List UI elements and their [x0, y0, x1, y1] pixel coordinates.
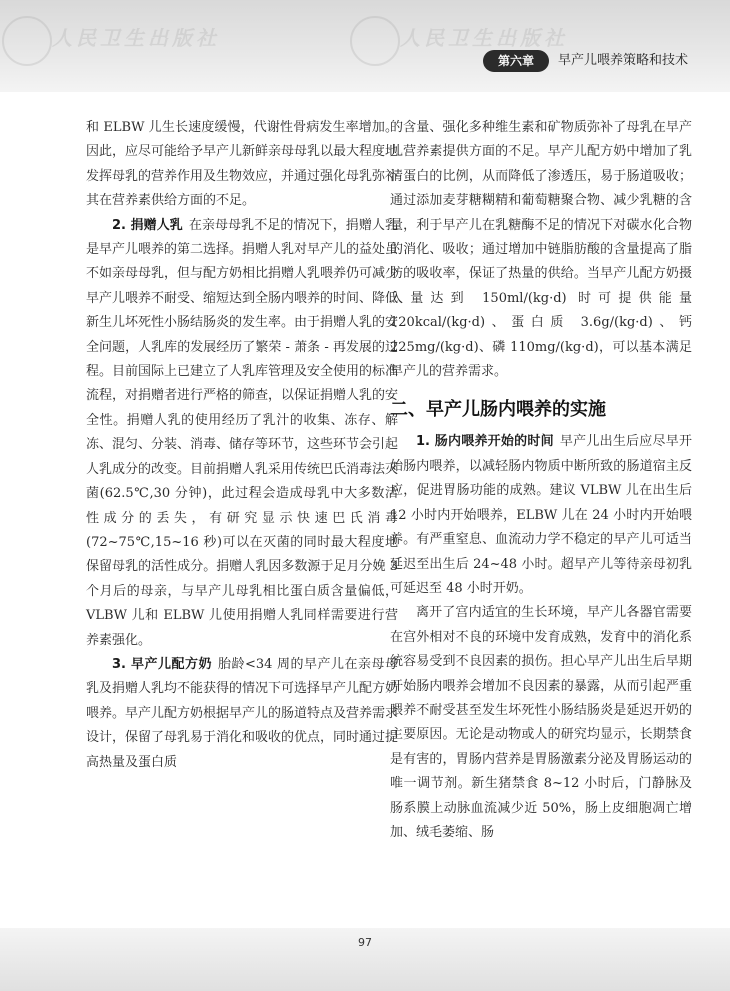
paragraph: 的含量、强化多种维生素和矿物质弥补了母乳在早产儿营养素提供方面的不足。早产儿配方奶中增加了乳清蛋白的比例，从而降低了渗透压，易于肠道吸收；通过添加麦芽糖糊精和葡萄糖聚合物、减少乳糖的含量，利于早产儿在乳糖酶不足的情况下对碳水化合物的消化、吸收；通过增加中链脂肪酸的含量提高了脂肪的吸收率，保证了热量的供给。当早产儿配方奶摄入量达到 150ml/(kg·d) 时可提供能量 120kcal/(kg·d)、蛋白质 3.6g/(kg·d)、钙 225mg/(kg·d)、磷 110mg/(kg·d)，可以基本满足早产儿的营养需求。 [390, 120, 692, 380]
paragraph-body: 胎龄<34 周的早产儿在亲母母乳及捐赠人乳均不能获得的情况下可选择早产儿配方奶喂养。早产儿配方奶根据早产儿的肠道特点及营养需求设计，保留了母乳易于消化和吸收的优点，同时通过提高热量及蛋白质 [86, 656, 399, 770]
right-column [390, 116, 692, 845]
paragraph [86, 653, 398, 775]
header-band [0, 0, 730, 92]
paragraph-body: 在亲母母乳不足的情况下，捐赠人乳是早产儿喂养的第二选择。捐赠人乳对早产儿的益处虽不如亲母母乳，但与配方奶相比捐赠人乳喂养仍可减少早产儿喂养不耐受、缩短达到全肠内喂养的时间、降低新生儿坏死性小肠结肠炎的发生率。由于捐赠人乳的安全问题，人乳库的发展经历了繁荣 - 萧条 - 再发展的过程。目前国际上已建立了人乳库管理及安全使用的标准流程，对捐赠者进行严格的筛查，以保证捐赠人乳的安全性。捐赠人乳的使用经历了乳汁的收集、冻存、解冻、混匀、分装、消毒、储存等环节，这些环节会引起人乳成分的改变。目前捐赠人乳采用传统巴氏消毒法灭菌(62.5℃,30 分钟)，此过程会造成母乳中大多数活性成分的丢失，有研究显示快速巴氏消毒(72~75℃,15~16 秒)可以在灭菌的同时最大程度地保留母乳的活性成分。捐赠人乳因多数源于足月分娩 3 个月后的母亲，与早产儿母乳相比蛋白质含量偏低，VLBW 儿和 ELBW 儿使用捐赠人乳同样需要进行营养素强化。 [86, 217, 399, 648]
page-number: 97 [358, 936, 372, 949]
chapter-badge: 第六章 [483, 50, 549, 72]
section-heading: 二、早产儿肠内喂养的实施 [390, 399, 606, 421]
subsection-title: 1. 肠内喂养开始的时间 [416, 434, 554, 450]
publisher-watermark: 人民卫生出版社 [400, 26, 568, 50]
chapter-title: 早产儿喂养策略和技术 [558, 53, 689, 68]
publisher-watermark: 人民卫生出版社 [52, 26, 220, 50]
subsection-title: 2. 捐赠人乳 [112, 217, 183, 233]
paragraph: 和 ELBW 儿生长速度缓慢，代谢性骨病发生率增加。因此，应尽可能给予早产儿新鲜亲母母乳以最大程度地发挥母乳的营养作用及生物效应，并通过强化母乳弥补其在营养素供给方面的不足。 [86, 120, 399, 209]
paragraph: 离开了宫内适宜的生长环境，早产儿各器官需要在宫外相对不良的环境中发育成熟，发育中的消化系统容易受到不良因素的损伤。担心早产儿出生后早期开始肠内喂养会增加不良因素的暴露，从而引起严重喂养不耐受甚至发生坏死性小肠结肠炎是延迟开奶的主要原因。无论是动物或人的研究均显示，长期禁食是有害的，胃肠内营养是胃肠激素分泌及胃肠运动的唯一调节剂。新生猪禁食 8~12 小时后，门静脉及肠系膜上动脉血流减少近 50%，肠上皮细胞凋亡增加、绒毛萎缩、肠 [390, 605, 692, 840]
paragraph [86, 214, 398, 653]
paragraph [390, 430, 692, 601]
left-column [86, 116, 398, 775]
subsection-title: 3. 早产儿配方奶 [112, 656, 212, 672]
paragraph-body: 早产儿出生后应尽早开始肠内喂养，以减轻肠内物质中断所致的肠道宿主反应，促进胃肠功能的成熟。建议 VLBW 儿在出生后 12 小时内开始喂养，ELBW 儿在 24 小时内开始喂养。有严重窒息、血流动力学不稳定的早产儿可适当延迟至出生后 24~48 小时。超早产儿等待亲母初乳可延迟至 48 小时开奶。 [390, 434, 692, 596]
